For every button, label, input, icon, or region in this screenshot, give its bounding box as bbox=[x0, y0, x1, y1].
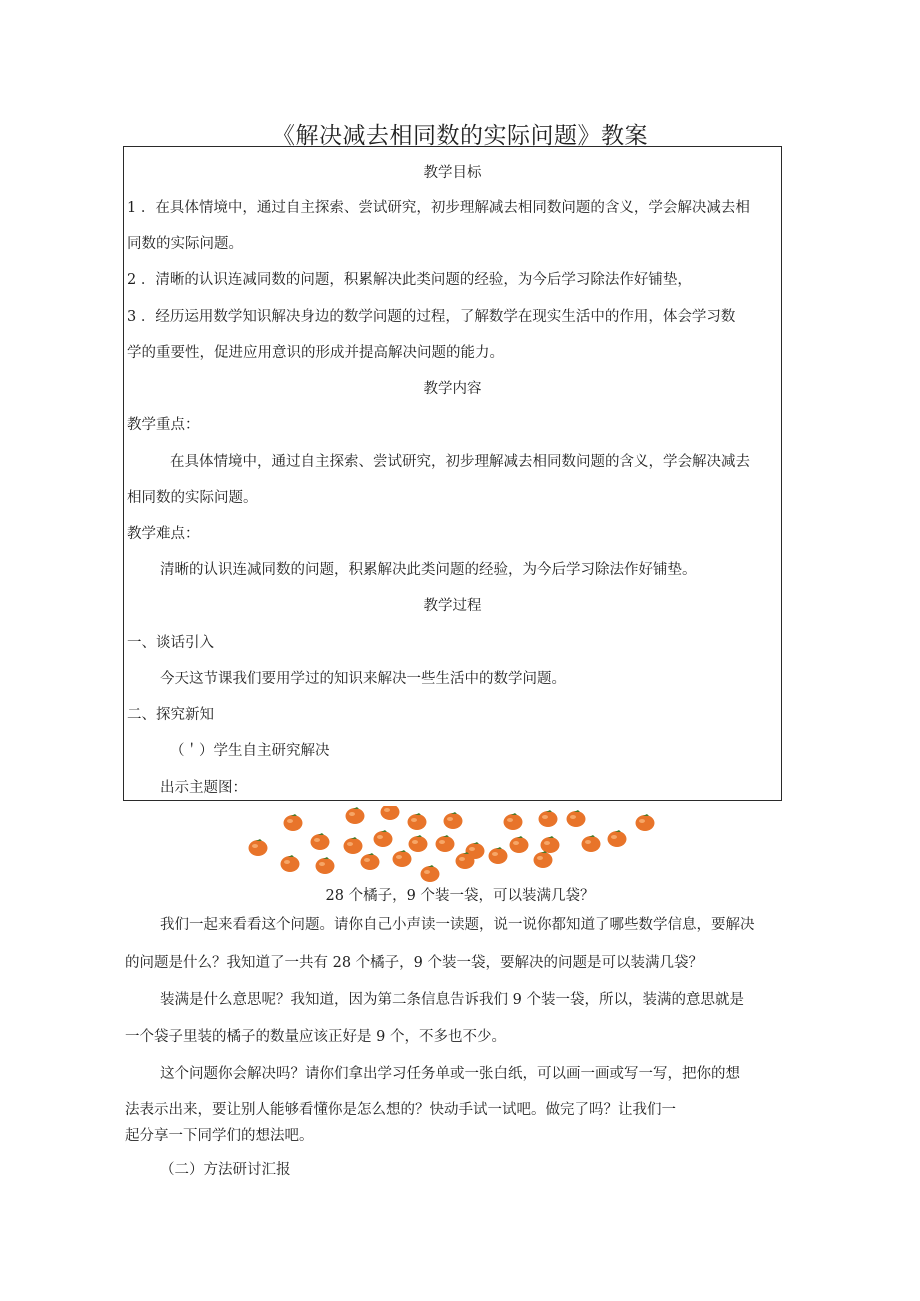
paragraph-3-line-2: 法表示出来，要让别人能够看懂你是怎么想的？快动手试一试吧。做完了吗？让我们一 bbox=[125, 1102, 676, 1118]
section-2-heading: （二）方法研讨汇报 bbox=[160, 1162, 291, 1178]
paragraph-2-line-2: 一个袋子里装的橘子的数量应该正好是 9 个，不多也不少。 bbox=[125, 1029, 506, 1045]
step-1-heading: 一、谈话引入 bbox=[127, 635, 214, 651]
orange-22 bbox=[316, 857, 335, 874]
figure-caption: 28 个橘子，9 个装一袋，可以装满几袋？ bbox=[325, 888, 595, 904]
step-1-text: 今天这节课我们要用学过的知识来解决一些生活中的数学问题。 bbox=[160, 671, 566, 687]
orange-19 bbox=[582, 835, 601, 852]
key-point-line-1: 在具体情境中，通过自主探索、尝试研究，初步理解减去相同数问题的含义，学会解决减去 bbox=[170, 454, 750, 470]
orange-24 bbox=[393, 850, 412, 867]
paragraph-1-line-2: 的问题是什么？我知道了一共有 28 个橘子，9 个装一袋，要解决的问题是可以装满几袋？ bbox=[125, 955, 703, 971]
orange-13 bbox=[374, 830, 393, 847]
orange-12 bbox=[344, 837, 363, 854]
orange-28 bbox=[534, 851, 553, 868]
page-title: 《解决减去相同数的实际问题》教案 bbox=[272, 123, 648, 149]
orange-23 bbox=[361, 853, 380, 870]
goal-1-line-2: 同数的实际问题。 bbox=[127, 236, 243, 252]
content-heading: 教学内容 bbox=[423, 381, 482, 397]
paragraph-1-line-1: 我们一起来看看这个问题。请你自己小声读一读题，说一说你都知道了哪些数学信息，要解决 bbox=[160, 917, 755, 933]
oranges-picture bbox=[240, 806, 680, 886]
orange-15 bbox=[436, 835, 455, 852]
orange-1 bbox=[284, 814, 303, 831]
step-2-heading: 二、探究新知 bbox=[127, 707, 214, 723]
key-point-line-2: 相同数的实际问题。 bbox=[127, 490, 258, 506]
goal-3-line-2: 学的重要性，促进应用意识的形成并提高解决问题的能力。 bbox=[127, 345, 504, 361]
orange-5 bbox=[444, 812, 463, 829]
goals-heading: 教学目标 bbox=[423, 165, 482, 181]
orange-21 bbox=[281, 855, 300, 872]
key-point-label: 教学重点： bbox=[127, 417, 200, 433]
orange-17 bbox=[510, 836, 529, 853]
orange-27 bbox=[489, 847, 508, 864]
step-2-subheading: （＇）学生自主研究解决 bbox=[170, 743, 330, 759]
orange-9 bbox=[636, 814, 655, 831]
goal-2: 2 ．清晰的认识连减同数的问题，积累解决此类问题的经验，为今后学习除法作好铺垫， bbox=[127, 272, 692, 288]
orange-3 bbox=[381, 806, 400, 820]
orange-18 bbox=[541, 836, 560, 853]
goal-3-line-1: 3 ．经历运用数学知识解决身边的数学问题的过程，了解数学在现实生活中的作用，体会学习数 bbox=[127, 309, 736, 325]
paragraph-2-line-1: 装满是什么意思呢？我知道，因为第二条信息告诉我们 9 个装一袋，所以，装满的意思就是 bbox=[160, 992, 744, 1008]
paragraph-3-line-3: 起分享一下同学们的想法吧。 bbox=[125, 1128, 314, 1144]
show-picture-label: 出示主题图： bbox=[160, 780, 247, 796]
orange-4 bbox=[408, 813, 427, 830]
orange-7 bbox=[539, 810, 558, 827]
orange-25 bbox=[421, 865, 440, 882]
orange-6 bbox=[504, 813, 523, 830]
orange-14 bbox=[409, 835, 428, 852]
orange-20 bbox=[608, 830, 627, 847]
orange-10 bbox=[249, 839, 268, 856]
difficulty-text: 清晰的认识连减同数的问题，积累解决此类问题的经验，为今后学习除法作好铺垫。 bbox=[160, 562, 697, 578]
goal-1-line-1: 1 ．在具体情境中，通过自主探索、尝试研究，初步理解减去相同数问题的含义，学会解决减去相 bbox=[127, 200, 750, 216]
difficulty-label: 教学难点： bbox=[127, 526, 200, 542]
process-heading: 教学过程 bbox=[423, 598, 482, 614]
orange-2 bbox=[346, 807, 365, 824]
orange-8 bbox=[567, 810, 586, 827]
paragraph-3-line-1: 这个问题你会解决吗？请你们拿出学习任务单或一张白纸，可以画一画或写一写，把你的想 bbox=[160, 1066, 740, 1082]
lesson-table bbox=[123, 146, 782, 801]
orange-11 bbox=[311, 833, 330, 850]
